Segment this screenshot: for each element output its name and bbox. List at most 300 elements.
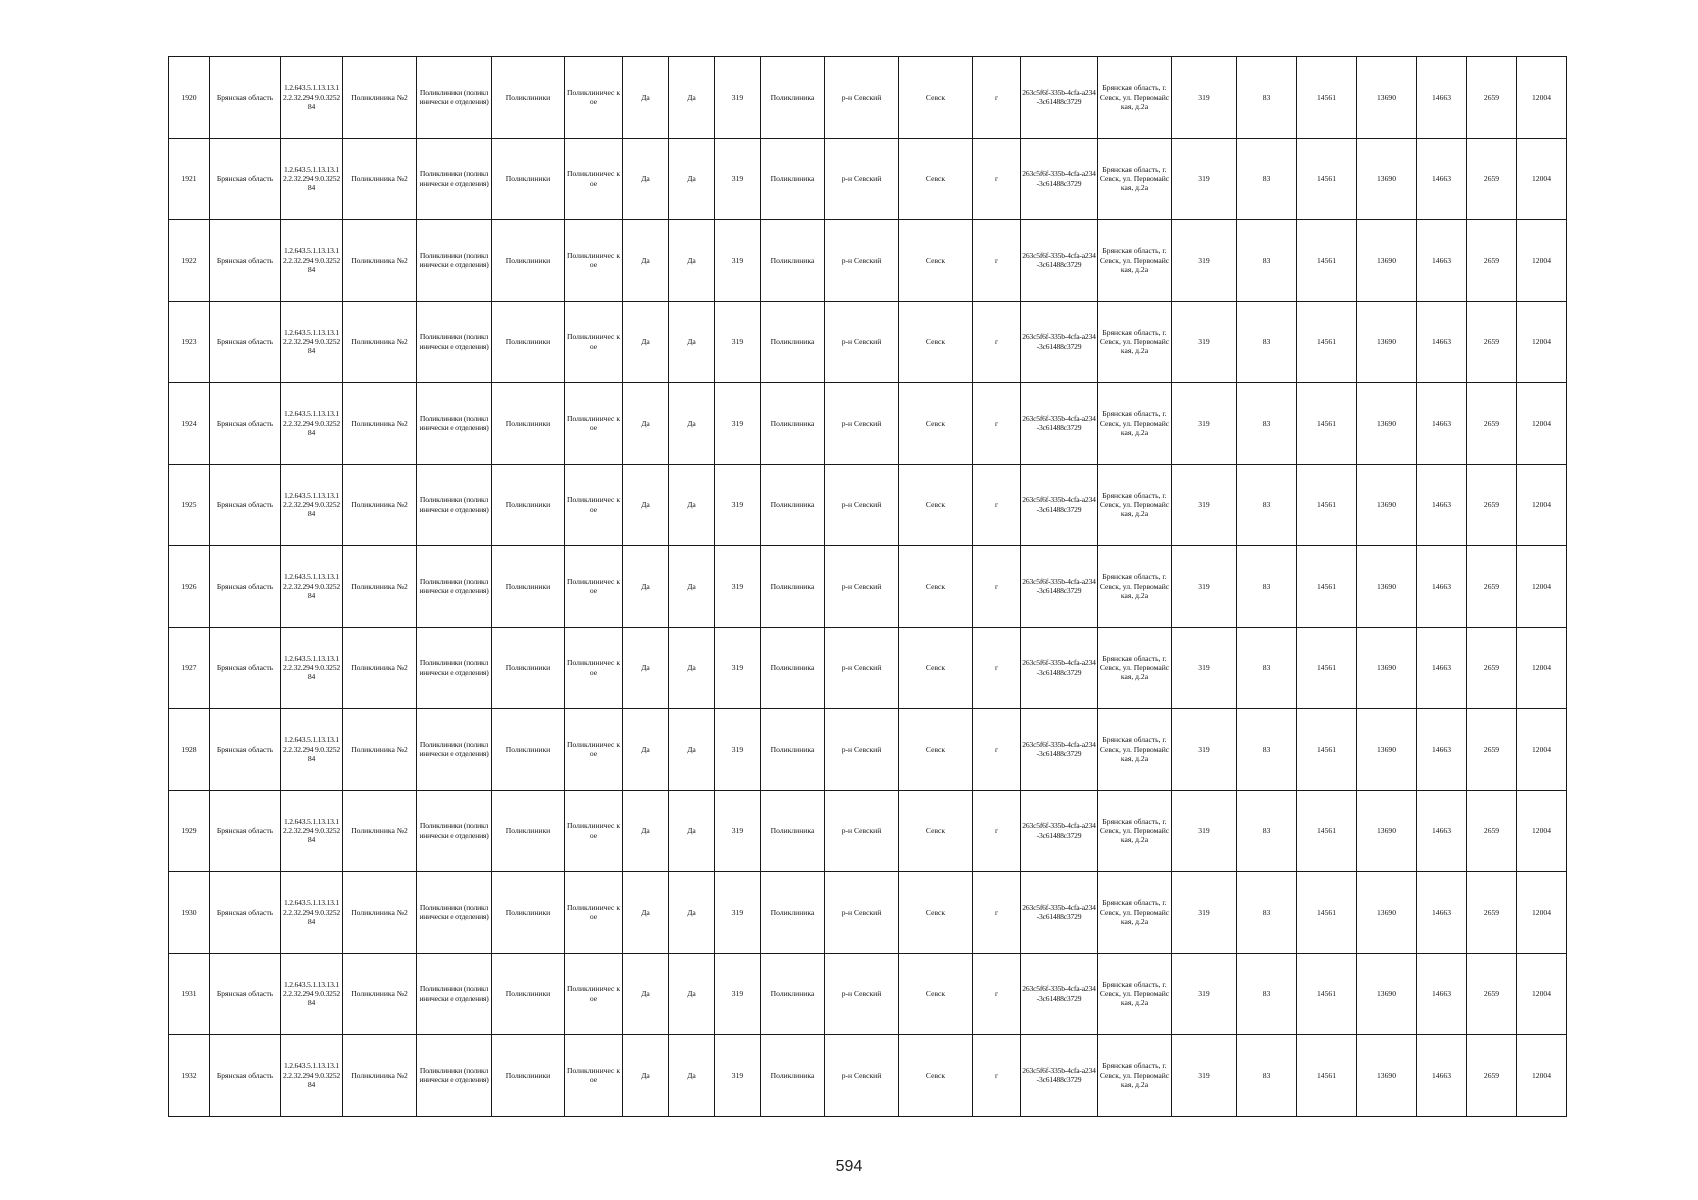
city-cell: Севск xyxy=(899,220,973,302)
row-number: 1932 xyxy=(169,1035,210,1117)
city-cell: Севск xyxy=(899,709,973,791)
facility-type-cell: Поликлиники (поликлинически е отделения) xyxy=(417,872,492,954)
code-cell: 319 xyxy=(715,138,761,220)
code-cell: 319 xyxy=(715,1035,761,1117)
value-cell-5: 14663 xyxy=(1417,301,1467,383)
code-cell: 319 xyxy=(715,790,761,872)
facility-kind-cell: Поликлиника xyxy=(761,1035,825,1117)
flag-cell-2: Да xyxy=(669,709,715,791)
region-cell: Брянская область xyxy=(210,138,281,220)
oid-cell: 1.2.643.5.1.13.13.12.2.32.294 9.0.325284 xyxy=(281,953,343,1035)
district-cell: р-н Севский xyxy=(825,1035,899,1117)
facility-type-cell: Поликлиники (поликлинически е отделения) xyxy=(417,57,492,139)
address-cell: Брянская область, г. Севск, ул. Первомайская, д.2а xyxy=(1098,464,1172,546)
code-cell: 319 xyxy=(715,383,761,465)
value-cell-1: 319 xyxy=(1172,383,1237,465)
city-type-cell: г xyxy=(973,709,1021,791)
guid-cell: 263c5f6f-335b-4cfa-a234-3c61488c3729 xyxy=(1021,953,1098,1035)
value-cell-1: 319 xyxy=(1172,546,1237,628)
value-cell-7: 12004 xyxy=(1517,383,1567,465)
address-cell: Брянская область, г. Севск, ул. Первомайская, д.2а xyxy=(1098,57,1172,139)
district-cell: р-н Севский xyxy=(825,953,899,1035)
city-cell: Севск xyxy=(899,790,973,872)
page-number: 594 xyxy=(835,1158,863,1175)
flag-cell-2: Да xyxy=(669,301,715,383)
value-cell-1: 319 xyxy=(1172,220,1237,302)
flag-cell-2: Да xyxy=(669,953,715,1035)
value-cell-1: 319 xyxy=(1172,57,1237,139)
category-cell: Поликлиники xyxy=(492,627,565,709)
flag-cell-1: Да xyxy=(623,301,669,383)
city-cell: Севск xyxy=(899,627,973,709)
value-cell-5: 14663 xyxy=(1417,709,1467,791)
facility-type-cell: Поликлиники (поликлинически е отделения) xyxy=(417,383,492,465)
region-cell: Брянская область xyxy=(210,301,281,383)
region-cell: Брянская область xyxy=(210,1035,281,1117)
row-number: 1921 xyxy=(169,138,210,220)
value-cell-7: 12004 xyxy=(1517,872,1567,954)
city-cell: Севск xyxy=(899,953,973,1035)
category-cell: Поликлиники xyxy=(492,57,565,139)
value-cell-6: 2659 xyxy=(1467,790,1517,872)
flag-cell-2: Да xyxy=(669,627,715,709)
facility-name-cell: Поликлиника №2 xyxy=(343,872,417,954)
facility-name-cell: Поликлиника №2 xyxy=(343,627,417,709)
facility-kind-cell: Поликлиника xyxy=(761,627,825,709)
address-cell: Брянская область, г. Севск, ул. Первомайская, д.2а xyxy=(1098,138,1172,220)
value-cell-6: 2659 xyxy=(1467,709,1517,791)
table-row xyxy=(169,220,1567,302)
flag-cell-1: Да xyxy=(623,220,669,302)
flag-cell-2: Да xyxy=(669,464,715,546)
facility-name-cell: Поликлиника №2 xyxy=(343,1035,417,1117)
value-cell-1: 319 xyxy=(1172,464,1237,546)
category-cell: Поликлиники xyxy=(492,872,565,954)
profile-cell: Поликлиничес кое xyxy=(565,709,623,791)
city-type-cell: г xyxy=(973,1035,1021,1117)
facility-kind-cell: Поликлиника xyxy=(761,138,825,220)
registry-rows xyxy=(169,57,1567,1117)
flag-cell-2: Да xyxy=(669,138,715,220)
oid-cell: 1.2.643.5.1.13.13.12.2.32.294 9.0.325284 xyxy=(281,790,343,872)
region-cell: Брянская область xyxy=(210,383,281,465)
value-cell-3: 14561 xyxy=(1297,464,1357,546)
code-cell: 319 xyxy=(715,57,761,139)
value-cell-5: 14663 xyxy=(1417,464,1467,546)
table-row xyxy=(169,709,1567,791)
facility-kind-cell: Поликлиника xyxy=(761,546,825,628)
facility-kind-cell: Поликлиника xyxy=(761,464,825,546)
value-cell-5: 14663 xyxy=(1417,790,1467,872)
value-cell-7: 12004 xyxy=(1517,627,1567,709)
value-cell-6: 2659 xyxy=(1467,627,1517,709)
oid-cell: 1.2.643.5.1.13.13.12.2.32.294 9.0.325284 xyxy=(281,464,343,546)
region-cell: Брянская область xyxy=(210,627,281,709)
flag-cell-1: Да xyxy=(623,138,669,220)
guid-cell: 263c5f6f-335b-4cfa-a234-3c61488c3729 xyxy=(1021,383,1098,465)
region-cell: Брянская область xyxy=(210,790,281,872)
flag-cell-2: Да xyxy=(669,1035,715,1117)
value-cell-7: 12004 xyxy=(1517,138,1567,220)
value-cell-2: 83 xyxy=(1237,301,1297,383)
value-cell-5: 14663 xyxy=(1417,546,1467,628)
category-cell: Поликлиники xyxy=(492,953,565,1035)
city-cell: Севск xyxy=(899,57,973,139)
row-number: 1923 xyxy=(169,301,210,383)
value-cell-4: 13690 xyxy=(1357,627,1417,709)
category-cell: Поликлиники xyxy=(492,383,565,465)
value-cell-2: 83 xyxy=(1237,464,1297,546)
profile-cell: Поликлиничес кое xyxy=(565,627,623,709)
row-number: 1931 xyxy=(169,953,210,1035)
facility-type-cell: Поликлиники (поликлинически е отделения) xyxy=(417,790,492,872)
profile-cell: Поликлиничес кое xyxy=(565,872,623,954)
table-row xyxy=(169,57,1567,139)
address-cell: Брянская область, г. Севск, ул. Первомайская, д.2а xyxy=(1098,709,1172,791)
oid-cell: 1.2.643.5.1.13.13.12.2.32.294 9.0.325284 xyxy=(281,383,343,465)
table-row xyxy=(169,546,1567,628)
value-cell-3: 14561 xyxy=(1297,383,1357,465)
city-type-cell: г xyxy=(973,627,1021,709)
region-cell: Брянская область xyxy=(210,709,281,791)
city-type-cell: г xyxy=(973,383,1021,465)
address-cell: Брянская область, г. Севск, ул. Первомайская, д.2а xyxy=(1098,627,1172,709)
value-cell-6: 2659 xyxy=(1467,138,1517,220)
category-cell: Поликлиники xyxy=(492,546,565,628)
address-cell: Брянская область, г. Севск, ул. Первомайская, д.2а xyxy=(1098,872,1172,954)
flag-cell-2: Да xyxy=(669,57,715,139)
value-cell-1: 319 xyxy=(1172,872,1237,954)
oid-cell: 1.2.643.5.1.13.13.12.2.32.294 9.0.325284 xyxy=(281,627,343,709)
row-number: 1930 xyxy=(169,872,210,954)
value-cell-4: 13690 xyxy=(1357,953,1417,1035)
facility-kind-cell: Поликлиника xyxy=(761,790,825,872)
guid-cell: 263c5f6f-335b-4cfa-a234-3c61488c3729 xyxy=(1021,464,1098,546)
address-cell: Брянская область, г. Севск, ул. Первомайская, д.2а xyxy=(1098,383,1172,465)
value-cell-4: 13690 xyxy=(1357,872,1417,954)
category-cell: Поликлиники xyxy=(492,709,565,791)
facility-kind-cell: Поликлиника xyxy=(761,57,825,139)
row-number: 1928 xyxy=(169,709,210,791)
facility-name-cell: Поликлиника №2 xyxy=(343,953,417,1035)
oid-cell: 1.2.643.5.1.13.13.12.2.32.294 9.0.325284 xyxy=(281,1035,343,1117)
oid-cell: 1.2.643.5.1.13.13.12.2.32.294 9.0.325284 xyxy=(281,220,343,302)
value-cell-2: 83 xyxy=(1237,627,1297,709)
city-type-cell: г xyxy=(973,138,1021,220)
value-cell-7: 12004 xyxy=(1517,57,1567,139)
value-cell-4: 13690 xyxy=(1357,1035,1417,1117)
facility-type-cell: Поликлиники (поликлинически е отделения) xyxy=(417,1035,492,1117)
value-cell-5: 14663 xyxy=(1417,872,1467,954)
value-cell-1: 319 xyxy=(1172,1035,1237,1117)
flag-cell-1: Да xyxy=(623,546,669,628)
value-cell-6: 2659 xyxy=(1467,383,1517,465)
value-cell-3: 14561 xyxy=(1297,220,1357,302)
facility-name-cell: Поликлиника №2 xyxy=(343,464,417,546)
guid-cell: 263c5f6f-335b-4cfa-a234-3c61488c3729 xyxy=(1021,57,1098,139)
facility-name-cell: Поликлиника №2 xyxy=(343,546,417,628)
city-cell: Севск xyxy=(899,464,973,546)
value-cell-1: 319 xyxy=(1172,953,1237,1035)
district-cell: р-н Севский xyxy=(825,709,899,791)
city-cell: Севск xyxy=(899,1035,973,1117)
code-cell: 319 xyxy=(715,301,761,383)
value-cell-2: 83 xyxy=(1237,383,1297,465)
value-cell-2: 83 xyxy=(1237,220,1297,302)
row-number: 1924 xyxy=(169,383,210,465)
facility-name-cell: Поликлиника №2 xyxy=(343,138,417,220)
facility-kind-cell: Поликлиника xyxy=(761,953,825,1035)
flag-cell-2: Да xyxy=(669,220,715,302)
value-cell-2: 83 xyxy=(1237,138,1297,220)
value-cell-1: 319 xyxy=(1172,627,1237,709)
value-cell-4: 13690 xyxy=(1357,709,1417,791)
flag-cell-2: Да xyxy=(669,790,715,872)
value-cell-5: 14663 xyxy=(1417,627,1467,709)
facility-kind-cell: Поликлиника xyxy=(761,301,825,383)
value-cell-2: 83 xyxy=(1237,57,1297,139)
table-row xyxy=(169,301,1567,383)
facility-kind-cell: Поликлиника xyxy=(761,220,825,302)
city-cell: Севск xyxy=(899,301,973,383)
category-cell: Поликлиники xyxy=(492,301,565,383)
city-type-cell: г xyxy=(973,464,1021,546)
value-cell-6: 2659 xyxy=(1467,1035,1517,1117)
value-cell-7: 12004 xyxy=(1517,1035,1567,1117)
city-cell: Севск xyxy=(899,872,973,954)
value-cell-5: 14663 xyxy=(1417,383,1467,465)
value-cell-5: 14663 xyxy=(1417,1035,1467,1117)
guid-cell: 263c5f6f-335b-4cfa-a234-3c61488c3729 xyxy=(1021,138,1098,220)
facility-kind-cell: Поликлиника xyxy=(761,383,825,465)
guid-cell: 263c5f6f-335b-4cfa-a234-3c61488c3729 xyxy=(1021,627,1098,709)
table-row xyxy=(169,138,1567,220)
profile-cell: Поликлиничес кое xyxy=(565,546,623,628)
row-number: 1920 xyxy=(169,57,210,139)
category-cell: Поликлиники xyxy=(492,464,565,546)
flag-cell-1: Да xyxy=(623,790,669,872)
facility-type-cell: Поликлиники (поликлинически е отделения) xyxy=(417,546,492,628)
row-number: 1922 xyxy=(169,220,210,302)
value-cell-4: 13690 xyxy=(1357,464,1417,546)
facility-name-cell: Поликлиника №2 xyxy=(343,220,417,302)
flag-cell-1: Да xyxy=(623,627,669,709)
table-row xyxy=(169,627,1567,709)
value-cell-2: 83 xyxy=(1237,546,1297,628)
registry-table xyxy=(168,56,1567,1117)
facility-name-cell: Поликлиника №2 xyxy=(343,790,417,872)
district-cell: р-н Севский xyxy=(825,57,899,139)
profile-cell: Поликлиничес кое xyxy=(565,220,623,302)
profile-cell: Поликлиничес кое xyxy=(565,383,623,465)
category-cell: Поликлиники xyxy=(492,138,565,220)
city-type-cell: г xyxy=(973,57,1021,139)
address-cell: Брянская область, г. Севск, ул. Первомайская, д.2а xyxy=(1098,953,1172,1035)
city-cell: Севск xyxy=(899,546,973,628)
category-cell: Поликлиники xyxy=(492,220,565,302)
value-cell-1: 319 xyxy=(1172,301,1237,383)
category-cell: Поликлиники xyxy=(492,790,565,872)
facility-name-cell: Поликлиника №2 xyxy=(343,383,417,465)
facility-name-cell: Поликлиника №2 xyxy=(343,57,417,139)
address-cell: Брянская область, г. Севск, ул. Первомайская, д.2а xyxy=(1098,790,1172,872)
value-cell-4: 13690 xyxy=(1357,301,1417,383)
profile-cell: Поликлиничес кое xyxy=(565,57,623,139)
region-cell: Брянская область xyxy=(210,57,281,139)
value-cell-3: 14561 xyxy=(1297,301,1357,383)
district-cell: р-н Севский xyxy=(825,546,899,628)
profile-cell: Поликлиничес кое xyxy=(565,790,623,872)
value-cell-2: 83 xyxy=(1237,790,1297,872)
oid-cell: 1.2.643.5.1.13.13.12.2.32.294 9.0.325284 xyxy=(281,138,343,220)
oid-cell: 1.2.643.5.1.13.13.12.2.32.294 9.0.325284 xyxy=(281,546,343,628)
flag-cell-1: Да xyxy=(623,953,669,1035)
city-type-cell: г xyxy=(973,220,1021,302)
value-cell-3: 14561 xyxy=(1297,953,1357,1035)
code-cell: 319 xyxy=(715,546,761,628)
code-cell: 319 xyxy=(715,627,761,709)
guid-cell: 263c5f6f-335b-4cfa-a234-3c61488c3729 xyxy=(1021,1035,1098,1117)
oid-cell: 1.2.643.5.1.13.13.12.2.32.294 9.0.325284 xyxy=(281,872,343,954)
flag-cell-1: Да xyxy=(623,383,669,465)
value-cell-4: 13690 xyxy=(1357,57,1417,139)
value-cell-3: 14561 xyxy=(1297,709,1357,791)
region-cell: Брянская область xyxy=(210,546,281,628)
facility-type-cell: Поликлиники (поликлинически е отделения) xyxy=(417,220,492,302)
guid-cell: 263c5f6f-335b-4cfa-a234-3c61488c3729 xyxy=(1021,220,1098,302)
value-cell-5: 14663 xyxy=(1417,138,1467,220)
value-cell-4: 13690 xyxy=(1357,138,1417,220)
value-cell-7: 12004 xyxy=(1517,301,1567,383)
code-cell: 319 xyxy=(715,709,761,791)
city-cell: Севск xyxy=(899,383,973,465)
flag-cell-2: Да xyxy=(669,546,715,628)
value-cell-7: 12004 xyxy=(1517,546,1567,628)
facility-type-cell: Поликлиники (поликлинически е отделения) xyxy=(417,138,492,220)
region-cell: Брянская область xyxy=(210,220,281,302)
value-cell-6: 2659 xyxy=(1467,57,1517,139)
flag-cell-1: Да xyxy=(623,464,669,546)
profile-cell: Поликлиничес кое xyxy=(565,464,623,546)
row-number: 1925 xyxy=(169,464,210,546)
profile-cell: Поликлиничес кое xyxy=(565,1035,623,1117)
district-cell: р-н Севский xyxy=(825,138,899,220)
oid-cell: 1.2.643.5.1.13.13.12.2.32.294 9.0.325284 xyxy=(281,301,343,383)
address-cell: Брянская область, г. Севск, ул. Первомайская, д.2а xyxy=(1098,1035,1172,1117)
category-cell: Поликлиники xyxy=(492,1035,565,1117)
address-cell: Брянская область, г. Севск, ул. Первомайская, д.2а xyxy=(1098,301,1172,383)
row-number: 1926 xyxy=(169,546,210,628)
code-cell: 319 xyxy=(715,953,761,1035)
value-cell-5: 14663 xyxy=(1417,953,1467,1035)
value-cell-2: 83 xyxy=(1237,1035,1297,1117)
table-row xyxy=(169,953,1567,1035)
code-cell: 319 xyxy=(715,220,761,302)
value-cell-6: 2659 xyxy=(1467,872,1517,954)
value-cell-3: 14561 xyxy=(1297,1035,1357,1117)
value-cell-3: 14561 xyxy=(1297,546,1357,628)
city-type-cell: г xyxy=(973,872,1021,954)
value-cell-5: 14663 xyxy=(1417,57,1467,139)
code-cell: 319 xyxy=(715,872,761,954)
value-cell-1: 319 xyxy=(1172,790,1237,872)
value-cell-3: 14561 xyxy=(1297,790,1357,872)
value-cell-7: 12004 xyxy=(1517,790,1567,872)
guid-cell: 263c5f6f-335b-4cfa-a234-3c61488c3729 xyxy=(1021,546,1098,628)
address-cell: Брянская область, г. Севск, ул. Первомайская, д.2а xyxy=(1098,546,1172,628)
value-cell-6: 2659 xyxy=(1467,301,1517,383)
facility-type-cell: Поликлиники (поликлинически е отделения) xyxy=(417,709,492,791)
profile-cell: Поликлиничес кое xyxy=(565,953,623,1035)
district-cell: р-н Севский xyxy=(825,872,899,954)
facility-name-cell: Поликлиника №2 xyxy=(343,301,417,383)
profile-cell: Поликлиничес кое xyxy=(565,301,623,383)
profile-cell: Поликлиничес кое xyxy=(565,138,623,220)
city-type-cell: г xyxy=(973,953,1021,1035)
value-cell-5: 14663 xyxy=(1417,220,1467,302)
value-cell-1: 319 xyxy=(1172,709,1237,791)
value-cell-2: 83 xyxy=(1237,709,1297,791)
value-cell-4: 13690 xyxy=(1357,790,1417,872)
value-cell-3: 14561 xyxy=(1297,138,1357,220)
guid-cell: 263c5f6f-335b-4cfa-a234-3c61488c3729 xyxy=(1021,709,1098,791)
row-number: 1927 xyxy=(169,627,210,709)
facility-type-cell: Поликлиники (поликлинически е отделения) xyxy=(417,627,492,709)
oid-cell: 1.2.643.5.1.13.13.12.2.32.294 9.0.325284 xyxy=(281,709,343,791)
guid-cell: 263c5f6f-335b-4cfa-a234-3c61488c3729 xyxy=(1021,872,1098,954)
code-cell: 319 xyxy=(715,464,761,546)
district-cell: р-н Севский xyxy=(825,383,899,465)
value-cell-6: 2659 xyxy=(1467,546,1517,628)
facility-kind-cell: Поликлиника xyxy=(761,872,825,954)
district-cell: р-н Севский xyxy=(825,220,899,302)
table-row xyxy=(169,872,1567,954)
city-cell: Севск xyxy=(899,138,973,220)
city-type-cell: г xyxy=(973,790,1021,872)
table-row xyxy=(169,1035,1567,1117)
table-row xyxy=(169,790,1567,872)
region-cell: Брянская область xyxy=(210,464,281,546)
flag-cell-1: Да xyxy=(623,57,669,139)
value-cell-2: 83 xyxy=(1237,953,1297,1035)
flag-cell-2: Да xyxy=(669,872,715,954)
value-cell-6: 2659 xyxy=(1467,220,1517,302)
value-cell-1: 319 xyxy=(1172,138,1237,220)
facility-type-cell: Поликлиники (поликлинически е отделения) xyxy=(417,301,492,383)
guid-cell: 263c5f6f-335b-4cfa-a234-3c61488c3729 xyxy=(1021,301,1098,383)
flag-cell-2: Да xyxy=(669,383,715,465)
value-cell-3: 14561 xyxy=(1297,872,1357,954)
value-cell-4: 13690 xyxy=(1357,383,1417,465)
region-cell: Брянская область xyxy=(210,872,281,954)
address-cell: Брянская область, г. Севск, ул. Первомайская, д.2а xyxy=(1098,220,1172,302)
flag-cell-1: Да xyxy=(623,872,669,954)
facility-name-cell: Поликлиника №2 xyxy=(343,709,417,791)
value-cell-7: 12004 xyxy=(1517,709,1567,791)
facility-type-cell: Поликлиники (поликлинически е отделения) xyxy=(417,464,492,546)
value-cell-4: 13690 xyxy=(1357,546,1417,628)
facility-kind-cell: Поликлиника xyxy=(761,709,825,791)
facility-type-cell: Поликлиники (поликлинически е отделения) xyxy=(417,953,492,1035)
value-cell-6: 2659 xyxy=(1467,953,1517,1035)
value-cell-6: 2659 xyxy=(1467,464,1517,546)
table-row xyxy=(169,464,1567,546)
district-cell: р-н Севский xyxy=(825,301,899,383)
region-cell: Брянская область xyxy=(210,953,281,1035)
flag-cell-1: Да xyxy=(623,709,669,791)
row-number: 1929 xyxy=(169,790,210,872)
value-cell-7: 12004 xyxy=(1517,220,1567,302)
